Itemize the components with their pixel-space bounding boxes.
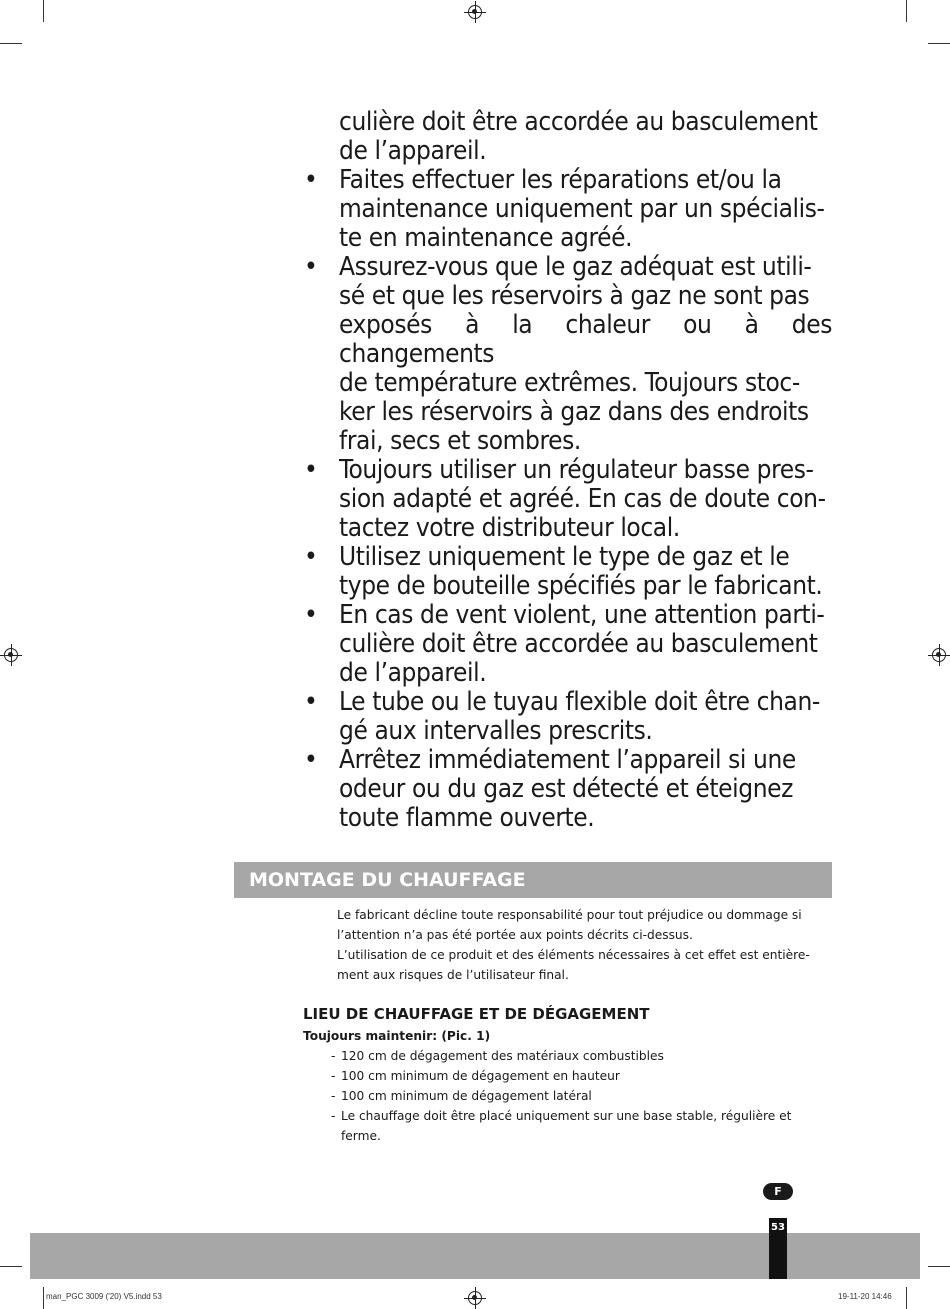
registration-mark-icon (468, 1291, 482, 1305)
dash: - (331, 1089, 336, 1103)
registration-mark-icon (4, 648, 18, 662)
text-line: exposés à la chaleur ou à des changements (339, 310, 832, 369)
text-line: te en maintenance agréé. (339, 223, 633, 253)
warning-item (300, 746, 832, 833)
text-line: 100 cm minimum de dégagement latéral (341, 1089, 592, 1103)
text-line: ker les réservoirs à gaz dans des endroits (339, 397, 809, 427)
text-line: Utilisez uniquement le type de gaz et le (339, 542, 790, 572)
crop-mark (928, 43, 950, 44)
crop-mark (906, 0, 907, 22)
bullet: • (304, 745, 318, 775)
text-line: En cas de vent violent, une attention parti- (339, 600, 825, 630)
text-line: odeur ou du gaz est détecté et éteignez (339, 774, 794, 804)
text-line: gé aux intervalles prescrits. (339, 716, 653, 746)
crop-mark (43, 1287, 44, 1309)
text-line: toute flamme ouverte. (339, 803, 595, 833)
text-line: Le fabricant décline toute responsabilité pour tout préjudice ou dommage si (337, 908, 802, 922)
registration-mark-icon (932, 648, 946, 662)
text-line: Toujours utiliser un régulateur basse pres- (339, 455, 814, 485)
text-line: sé et que les réservoirs à gaz ne sont pas (339, 281, 810, 311)
bullet: • (304, 252, 318, 282)
warning-item (300, 166, 832, 253)
text-line: Le tube ou le tuyau flexible doit être chan- (339, 687, 820, 717)
bullet: • (304, 687, 318, 717)
bullet: • (304, 542, 318, 572)
continued-paragraph (300, 108, 832, 166)
text-line: L’utilisation de ce produit et des éléments nécessaires à cet effet est entière- (337, 948, 810, 962)
warning-item (300, 543, 832, 601)
text-line: frai, secs et sombres. (339, 426, 581, 456)
text-line: 100 cm minimum de dégagement en hauteur (341, 1069, 620, 1083)
text-line: ferme. (341, 1129, 381, 1143)
bullet: • (304, 455, 318, 485)
warning-item (300, 253, 832, 456)
warning-item (300, 688, 832, 746)
language-badge: F (763, 1183, 793, 1200)
text-line: Le chauffage doit être placé uniquement sur une base stable, régulière et (341, 1109, 792, 1123)
text-line: 120 cm de dégagement des matériaux combustibles (341, 1049, 664, 1063)
print-timestamp: 19-11-20 14:46 (838, 1292, 892, 1301)
text-line: Assurez-vous que le gaz adéquat est utili- (339, 252, 812, 282)
page-number: 53 (769, 1218, 787, 1279)
list-item (331, 1046, 832, 1066)
subsection-subheading: Toujours maintenir: (Pic. 1) (303, 1029, 491, 1043)
section-heading-banner: MONTAGE DU CHAUFFAGE (234, 862, 832, 898)
subsection-heading: LIEU DE CHAUFFAGE ET DE DÉGAGEMENT (303, 1005, 650, 1023)
crop-mark (0, 43, 22, 44)
text-line: de l’appareil. (339, 136, 487, 166)
dash: - (331, 1049, 336, 1063)
crop-mark (43, 0, 44, 22)
text-line: tactez votre distributeur local. (339, 513, 680, 543)
bullet: • (304, 600, 318, 630)
list-item (331, 1066, 832, 1086)
text-line: l’attention n’a pas été portée aux points décrits ci-dessus. (337, 928, 693, 942)
file-slug: man_PGC 3009 ('20) V5.indd 53 (46, 1292, 162, 1301)
dash: - (331, 1069, 336, 1083)
registration-mark-icon (468, 5, 482, 19)
text-line: culière doit être accordée au basculement (339, 629, 818, 659)
safety-warning-list (300, 108, 832, 833)
text-line: de l’appareil. (339, 658, 487, 688)
crop-mark (928, 1266, 950, 1267)
text-line: maintenance uniquement par un spécialis- (339, 194, 825, 224)
warning-item (300, 456, 832, 543)
text-line: type de bouteille spécifiés par le fabricant. (339, 571, 823, 601)
intro-paragraph (337, 905, 832, 985)
crop-mark (906, 1287, 907, 1309)
text-line: Arrêtez immédiatement l’appareil si une (339, 745, 796, 775)
text-line: culière doit être accordée au basculement (339, 107, 818, 137)
clearance-list (331, 1046, 832, 1146)
bullet: • (304, 165, 318, 195)
warning-item (300, 601, 832, 688)
list-item (331, 1106, 832, 1146)
crop-mark (0, 1266, 22, 1267)
text-line: sion adapté et agréé. En cas de doute con- (339, 484, 826, 514)
text-line: ment aux risques de l’utilisateur final. (337, 968, 569, 982)
text-line: de température extrêmes. Toujours stoc- (339, 368, 800, 398)
text-line: Faites effectuer les réparations et/ou la (339, 165, 782, 195)
dash: - (331, 1109, 336, 1123)
list-item (331, 1086, 832, 1106)
